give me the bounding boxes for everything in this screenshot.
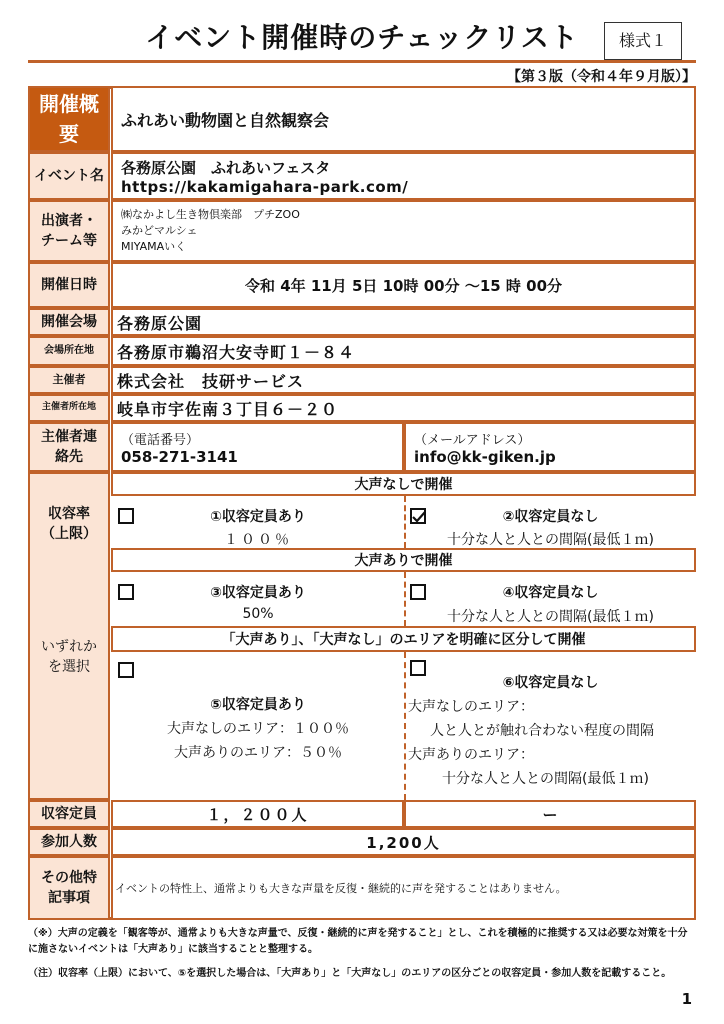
venue-address-label: 会場所在地 xyxy=(28,336,110,366)
capacity-label: 収容定員 xyxy=(28,800,110,828)
title-divider xyxy=(28,60,696,63)
event-url: https://kakamigahara-park.com/ xyxy=(121,177,409,196)
performer-item: ㈱なかよし生き物倶楽部 プチZOO xyxy=(121,208,300,222)
checkbox-option-5[interactable] xyxy=(118,662,134,678)
organizer-address-label: 主催者所在地 xyxy=(28,394,110,422)
option-5-title: ⑤収容定員あり xyxy=(210,697,306,713)
page-title: イベント開催時のチェックリスト xyxy=(145,21,579,54)
form-number: 様式１ xyxy=(604,22,682,60)
performers-label: 出演者・チーム等 xyxy=(28,200,110,262)
organizer-value[interactable]: 株式会社 技研サービス xyxy=(111,366,696,394)
section-mixed: 「大声あり」、「大声なし」のエリアを明確に区分して開催 xyxy=(111,626,696,652)
performer-item: みかどマルシェ xyxy=(121,224,198,238)
option-6-line2: 人と人とが触れ合わない程度の間隔 xyxy=(430,723,654,739)
option-6-title: ⑥収容定員なし xyxy=(502,675,599,691)
section-quiet: 大声なしで開催 xyxy=(111,472,696,496)
note-definition: （※）大声の定義を「観客等が、通常よりも大きな声量で、反復・継続的に声を発すること」とし、これを積極的に推奨する又は必要な対策を十分に施さないイベントは「大声あり」に該当することと整理する。 xyxy=(28,928,688,955)
option-1-text: １００％ xyxy=(224,532,292,548)
option-2-text: 十分な人と人との間隔(最低１ｍ) xyxy=(447,532,654,548)
contact-label: 主催者連絡先 xyxy=(28,422,110,472)
option-6-line4: 十分な人と人との間隔(最低１ｍ) xyxy=(442,771,649,787)
capacity-value[interactable]: １，２００人 xyxy=(111,800,404,828)
email-value: info@kk-giken.jp xyxy=(414,447,556,466)
option-1-title: ①収容定員あり xyxy=(210,509,306,525)
organizer-label: 主催者 xyxy=(28,366,110,394)
contact-phone-field[interactable] xyxy=(111,422,404,472)
section-loud: 大声ありで開催 xyxy=(111,548,696,572)
phone-value: 058-271-3141 xyxy=(121,447,238,466)
overview-value[interactable]: ふれあい動物園と自然観察会 xyxy=(111,86,696,152)
option-4-text: 十分な人と人との間隔(最低１ｍ) xyxy=(447,609,654,625)
capacity-rate-label xyxy=(28,472,110,800)
contact-email-field[interactable] xyxy=(404,422,696,472)
capacity-rate-title: 収容率（上限） xyxy=(41,506,97,543)
page-number: 1 xyxy=(681,990,692,1008)
edition-label: 【第３版（令和４年９月版）】 xyxy=(507,69,696,85)
participants-value[interactable]: 1,200人 xyxy=(111,828,696,856)
option-4-title: ④収容定員なし xyxy=(502,585,599,601)
option-3-text: 50% xyxy=(242,606,274,622)
event-name-label: イベント名 xyxy=(28,152,110,200)
venue-value[interactable]: 各務原公園 xyxy=(111,308,696,336)
venue-label: 開催会場 xyxy=(28,308,110,336)
participants-label: 参加人数 xyxy=(28,828,110,856)
overview-label: 開催概要 xyxy=(28,86,110,152)
note-option5: （注）収容率（上限）において、⑤を選択した場合は、「大声あり」と「大声なし」のエリアの区分ごとの収容定員・参加人数を記載すること。 xyxy=(28,968,672,979)
option-5-line2: 大声ありのエリア：５０％ xyxy=(174,745,342,761)
event-name-value: 各務原公園 ふれあいフェスタ xyxy=(121,158,331,177)
datetime-value[interactable]: 令和 4年 11月 5日 10時 00分 ～15 時 00分 xyxy=(111,262,696,308)
performer-item: MIYAMAいく xyxy=(121,239,187,253)
option-2-title: ②収容定員なし xyxy=(502,509,599,525)
option-3-title: ③収容定員あり xyxy=(210,585,306,601)
select-one-note: いずれかを選択 xyxy=(41,638,97,675)
option-5-line1: 大声なしのエリア：１００％ xyxy=(167,721,349,737)
remarks-label: その他特記事項 xyxy=(28,856,110,920)
email-label: （メールアドレス） xyxy=(414,432,531,448)
organizer-address-value[interactable]: 岐阜市宇佐南３丁目６－２０ xyxy=(111,394,696,422)
performers-field[interactable] xyxy=(111,200,696,262)
capacity-value-none[interactable]: ー xyxy=(404,800,696,828)
venue-address-value[interactable]: 各務原市鵜沼大安寺町１－８４ xyxy=(111,336,696,366)
option-6-line1: 大声なしのエリア： xyxy=(408,699,534,715)
event-name-field[interactable] xyxy=(111,152,696,200)
datetime-label: 開催日時 xyxy=(28,262,110,308)
phone-label: （電話番号） xyxy=(121,432,200,448)
remarks-value[interactable]: イベントの特性上、通常よりも大きな声量を反復・継続的に声を発することはありません。 xyxy=(111,856,696,920)
option-6-line3: 大声ありのエリア： xyxy=(408,747,534,763)
